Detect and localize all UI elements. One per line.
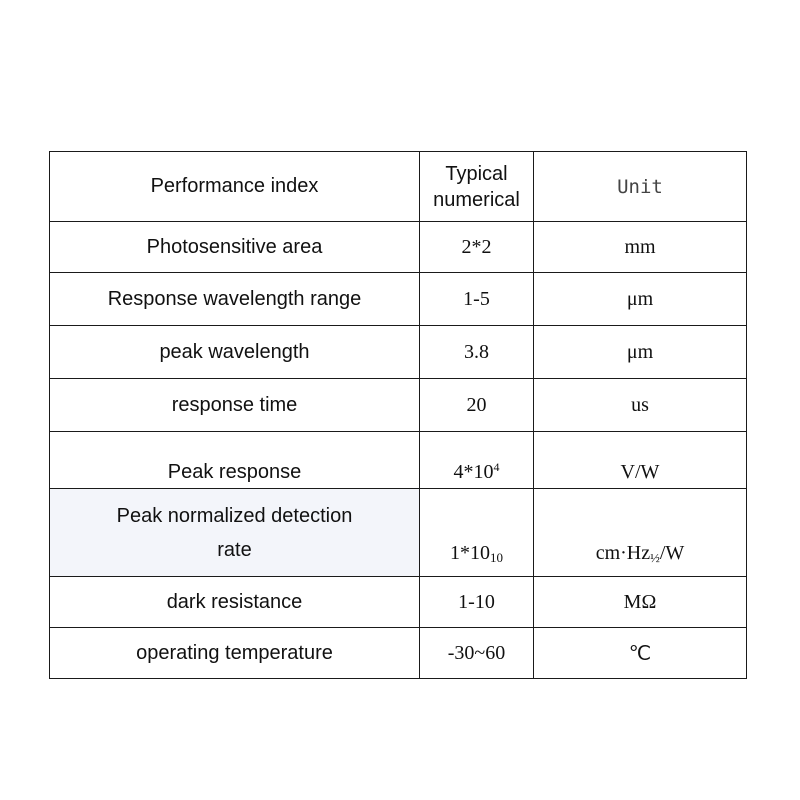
index-line2: rate [217, 538, 252, 561]
table-row [50, 273, 747, 326]
row-index-cell: response time [50, 379, 420, 432]
header-unit: Unit [534, 152, 747, 222]
table-row [50, 489, 747, 577]
value-exponent: 4 [493, 460, 500, 474]
row-index-cell: Response wavelength range [50, 273, 420, 326]
row-unit-cell: us [534, 379, 747, 432]
row-unit-cell: V/W [534, 432, 747, 489]
unit-pre: cm·Hz [595, 542, 651, 564]
header-row [50, 152, 747, 222]
row-value-cell [420, 432, 534, 489]
row-value-cell: 2*2 [420, 222, 534, 273]
table-row [50, 577, 747, 628]
specifications-table [49, 151, 747, 679]
row-value-cell: 3.8 [420, 326, 534, 379]
table-row [50, 628, 747, 679]
row-index-cell [50, 489, 420, 577]
value-exponent: 10 [490, 550, 503, 565]
index-line1: Peak normalized detection [116, 504, 353, 527]
table-row [50, 379, 747, 432]
value-base: 4*10 [453, 461, 494, 483]
row-unit-cell: μm [534, 273, 747, 326]
value-base: 1*10 [450, 542, 490, 564]
row-index-cell: operating temperature [50, 628, 420, 679]
row-value-cell [420, 489, 534, 577]
unit-subscript: ½ [650, 550, 660, 565]
row-unit-cell: μm [534, 326, 747, 379]
table-row [50, 432, 747, 489]
row-unit-cell: mm [534, 222, 747, 273]
row-index-cell: Photosensitive area [50, 222, 420, 273]
row-index-cell: Peak response [50, 432, 420, 489]
row-unit-cell: ℃ [534, 628, 747, 679]
header-typical-line2: numerical [433, 188, 520, 211]
row-value-cell: 1-10 [420, 577, 534, 628]
header-typical-numerical [420, 152, 534, 222]
row-index-cell: dark resistance [50, 577, 420, 628]
row-value-cell: 1-5 [420, 273, 534, 326]
header-typical-line1: Typical [445, 162, 508, 185]
row-value-cell: -30~60 [420, 628, 534, 679]
header-performance-index: Performance index [50, 152, 420, 222]
unit-post: /W [659, 542, 685, 564]
row-index-cell: peak wavelength [50, 326, 420, 379]
row-unit-cell: MΩ [534, 577, 747, 628]
row-value-cell: 20 [420, 379, 534, 432]
table-row [50, 326, 747, 379]
table-row [50, 222, 747, 273]
row-unit-cell [534, 489, 747, 577]
